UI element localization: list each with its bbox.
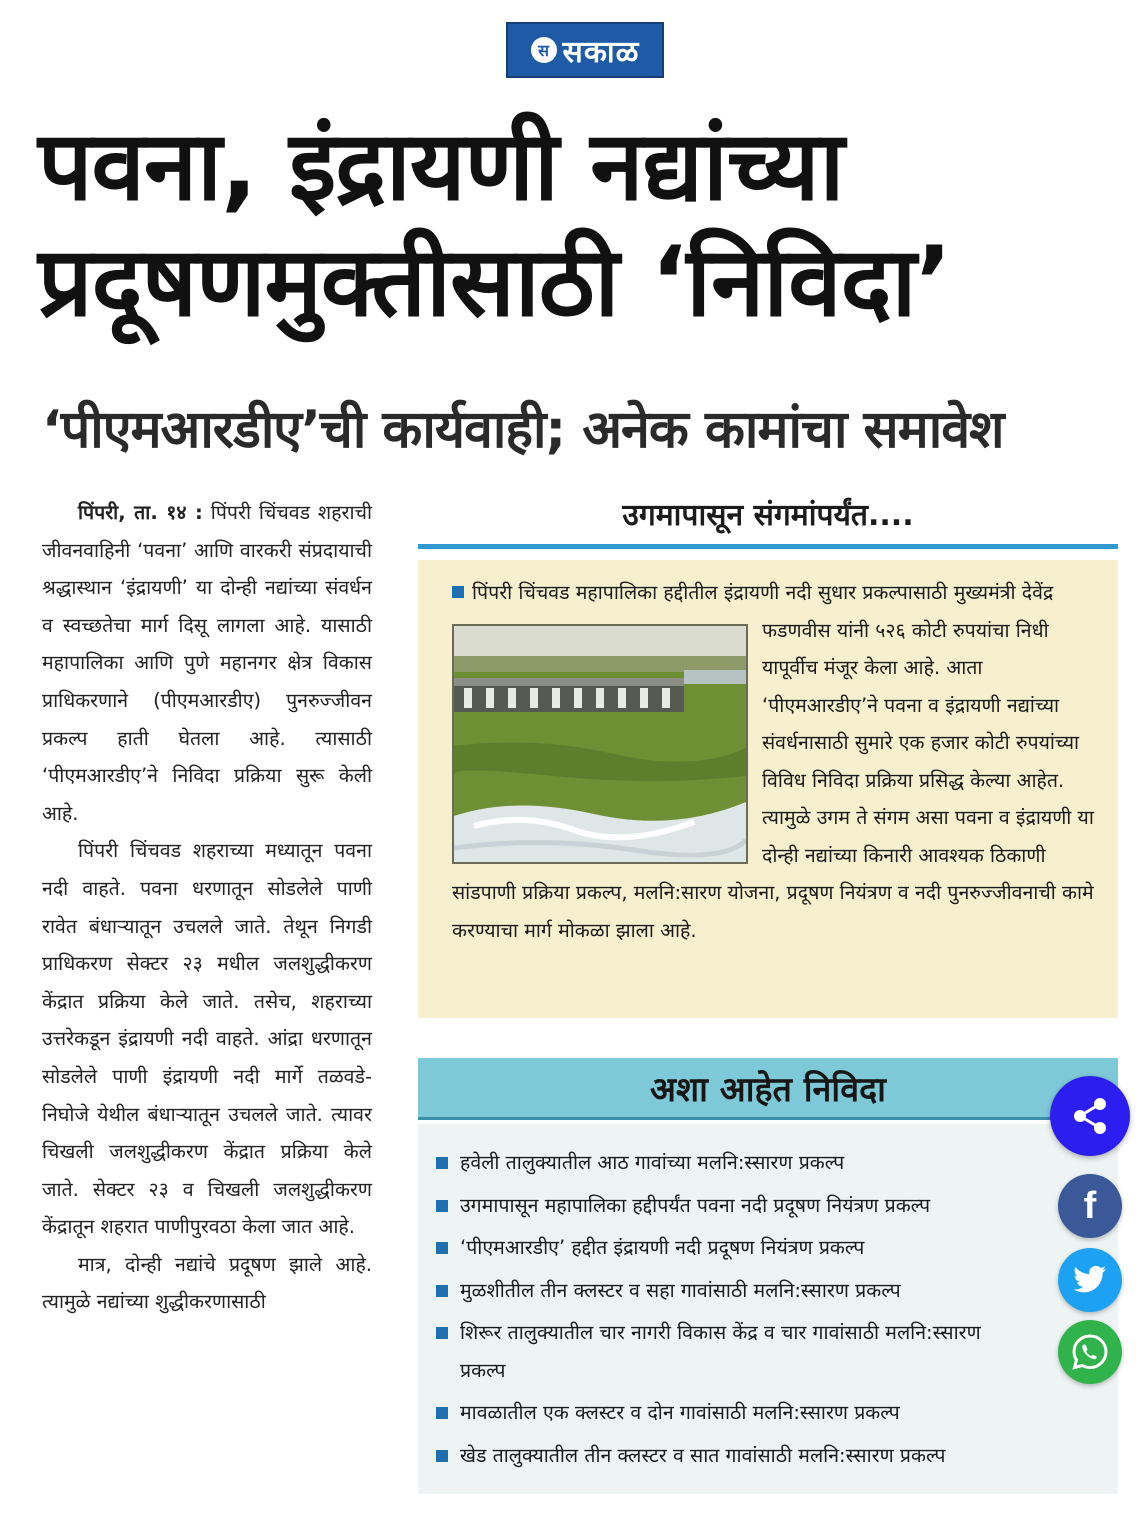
sidebar-box bbox=[418, 560, 1118, 1018]
bullet-icon bbox=[436, 1157, 448, 1169]
list-item bbox=[436, 1394, 1104, 1432]
sidebar-text bbox=[452, 574, 1098, 949]
share-icon bbox=[1068, 1094, 1112, 1138]
headline-line-1: पवना, इंद्रायणी नद्यांच्या bbox=[38, 110, 844, 222]
bullet-icon bbox=[436, 1242, 448, 1254]
masthead-logo-mark: स bbox=[531, 37, 557, 63]
sidebar-divider bbox=[418, 544, 1118, 549]
headline-line-2: प्रदूषणमुक्तीसाठी ‘निविदा’ bbox=[38, 226, 951, 338]
article-subheadline: ‘पीएमआरडीए’ची कार्यवाही; अनेक कामांचा समावेश bbox=[42, 400, 1004, 460]
list-item bbox=[436, 1272, 1104, 1310]
article-paragraph-1 bbox=[42, 494, 372, 832]
twitter-icon bbox=[1073, 1265, 1107, 1295]
sidebar-text-body: मुख्यमंत्री देवेंद्र फडणवीस यांनी ५२६ कोटी रुपयांचा निधी यापूर्वीच मंजूर केला आहे. आता ‘पीएमआरडीए’ने पवना व इंद्रायणी नद्यांच्या संवर्धनासाठी सुमारे एक हजार कोटी रुपयांच्या विविध निविदा प्रक्रिया प्रसिद्ध केल्या आहेत. त्यामुळे उगम ते संगम असा पवना व इंद्रायणी या दोन्ही नद्यांच्या किनारी आवश्यक ठिकाणी सांडपाणी प्रक्रिया प्रकल्प, मलनि:सारण योजना, प्रदूषण नियंत्रण व नदी पुनरुज्जीवनाची कामे करण्याचा मार्ग मोकळा झाला आहे. bbox=[452, 581, 1094, 942]
tender-item-text: ‘पीएमआरडीए’ हद्दीत इंद्रायणी नदी प्रदूषण नियंत्रण प्रकल्प bbox=[460, 1236, 865, 1259]
tender-item-text: मुळशीतील तीन क्लस्टर व सहा गावांसाठी मलनि:स्सारण प्रकल्प bbox=[460, 1278, 901, 1302]
bullet-icon bbox=[436, 1450, 448, 1462]
bullet-icon bbox=[436, 1407, 448, 1419]
article-headline bbox=[38, 108, 1118, 340]
tender-item-text: उगमापासून महापालिका हद्दीपर्यंत पवना नदी प्रदूषण नियंत्रण प्रकल्प bbox=[460, 1193, 931, 1217]
river-photo-illustration bbox=[454, 626, 746, 862]
bullet-icon bbox=[452, 586, 464, 598]
list-item bbox=[436, 1187, 1104, 1225]
tenders-list bbox=[436, 1144, 1104, 1474]
tenders-box bbox=[418, 1124, 1118, 1494]
tender-item-text: शिरूर तालुक्यातील चार नागरी विकास केंद्र व चार गावांसाठी मलनि:स्सारण प्रकल्प bbox=[460, 1321, 981, 1382]
bullet-icon bbox=[436, 1200, 448, 1212]
tender-item-text: मावळातील एक क्लस्टर व दोन गावांसाठी मलनि:स्सारण प्रकल्प bbox=[460, 1401, 900, 1424]
tenders-title: अशा आहेत निविदा bbox=[649, 1069, 886, 1110]
river-dam-photo bbox=[452, 624, 748, 864]
facebook-icon: f bbox=[1083, 1184, 1097, 1227]
tender-item-text: हवेली तालुक्यातील आठ गावांच्या मलनि:स्सारण प्रकल्प bbox=[460, 1151, 845, 1174]
tenders-header bbox=[418, 1058, 1118, 1120]
facebook-share-button[interactable] bbox=[1058, 1174, 1122, 1238]
sidebar-title: उगमापासून संगमांपर्यंत.... bbox=[622, 498, 914, 533]
article-paragraph-3: मात्र, दोन्ही नद्यांचे प्रदूषण झाले आहे. त्यामुळे नद्यांच्या शुद्धीकरणासाठी bbox=[42, 1252, 372, 1314]
sidebar-text-lead: पिंपरी चिंचवड महापालिका हद्दीतील इंद्रायणी नदी सुधार प्रकल्पासाठी bbox=[472, 581, 948, 604]
dateline: पिंपरी, ता. १४ : bbox=[78, 501, 203, 524]
bullet-icon bbox=[436, 1327, 448, 1339]
list-item bbox=[436, 1144, 1104, 1182]
list-item bbox=[436, 1229, 1104, 1267]
paragraph-1-text: पिंपरी चिंचवड शहराची जीवनवाहिनी ‘पवना’ आणि वारकरी संप्रदायाची श्रद्धास्थान ‘इंद्रायणी’ या दोन्ही नद्यांच्या संवर्धन व स्वच्छतेचा मार्ग दिसू लागला आहे. यासाठी महापालिका आणि पुणे महानगर क्षेत्र विकास प्राधिकरणाने (पीएमआरडीए) पुनरुज्जीवन प्रकल्प हाती घेतला आहे. त्यासाठी ‘पीएमआरडीए’ने निविदा प्रक्रिया सुरू केली आहे. bbox=[42, 501, 373, 825]
newspaper-masthead bbox=[506, 22, 664, 78]
tender-item-text: खेड तालुक्यातील तीन क्लस्टर व सात गावांसाठी मलनि:स्सारण प्रकल्प bbox=[460, 1443, 946, 1467]
list-item bbox=[436, 1314, 1020, 1389]
whatsapp-share-button[interactable] bbox=[1058, 1320, 1122, 1384]
share-button[interactable] bbox=[1050, 1076, 1130, 1156]
whatsapp-icon bbox=[1070, 1332, 1110, 1372]
twitter-share-button[interactable] bbox=[1058, 1248, 1122, 1312]
bullet-icon bbox=[436, 1285, 448, 1297]
article-paragraph-2: पिंपरी चिंचवड शहराच्या मध्यातून पवना नदी वाहते. पवना धरणातून सोडलेले पाणी रावेत बंधाऱ्यातून उचलले जाते. तेथून निगडी प्राधिकरण सेक्टर २३ मधील जलशुद्धीकरण केंद्रात प्रक्रिया केले जाते. तसेच, शहराच्या उत्तरेकडून इंद्रायणी नदी वाहते. आंद्रा धरणातून सोडलेले पाणी इंद्रायणी नदी मार्गे तळवडे-निघोजे येथील बंधाऱ्यातून उचलले जाते. त्यावर चिखली जलशुद्धीकरण केंद्रात प्रक्रिया केले जाते. सेक्टर २३ व चिखली जलशुद्धीकरण केंद्रातून शहरात पाणीपुरवठा केला जात आहे. bbox=[42, 839, 372, 1239]
list-item bbox=[436, 1437, 1104, 1475]
masthead-name: सकाळ bbox=[562, 34, 640, 70]
article-body bbox=[42, 494, 372, 1321]
